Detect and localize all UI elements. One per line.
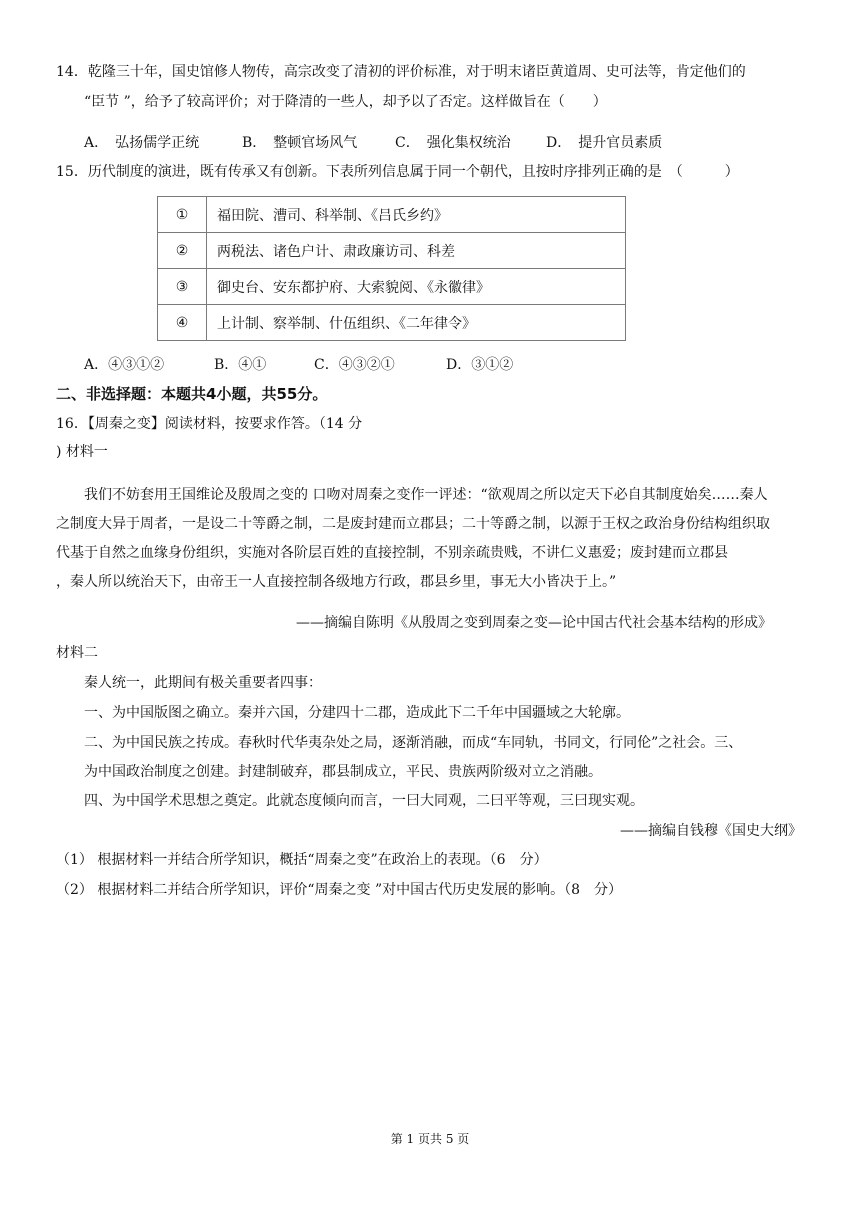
material2-label: 材料二 [56, 645, 98, 661]
table-row [158, 197, 626, 233]
material2-para-line: 四、为中国学术思想之奠定。此就态度倾向而言，一曰大同观，二曰平等观，三曰现实观。 [84, 793, 644, 809]
material1-label: ) 材料一 [56, 444, 108, 460]
section2-title: 二、非选择题：本题共4小题，共55分。 [56, 385, 328, 403]
material1-para-line: 代基于自然之血缘身份组织，实施对各阶层百姓的直接控制，不别亲疏贵贱，不讲仁义惠爱；废封建而立郡县 [56, 545, 728, 561]
q15-table [157, 196, 626, 341]
table-cell-text: 福田院、漕司、科举制、《吕氏乡约》 [207, 197, 626, 233]
material1-para-line: ，秦人所以统治天下，由帝王一人直接控制各级地方行政，郡县乡里，事无大小皆决于上。” [56, 574, 617, 590]
table-cell-number: ③ [158, 269, 207, 305]
material2-source: ——摘编自钱穆《国史大纲》 [620, 823, 802, 839]
q15-stem: 15．历代制度的演进，既有传承又有创新。下表所列信息属于同一个朝代，且按时序排列正确的是 （ ） [56, 164, 739, 180]
table-cell-text: 两税法、诸色户计、肃政廉访司、科差 [207, 233, 626, 269]
material2-para-line: 二、为中国民族之抟成。春秋时代华夷杂处之局，逐渐消融，而成“车同轨，书同文，行同伦”之社会。三、 [84, 735, 743, 751]
q16-subquestion-1: （1） 根据材料一并结合所学知识，概括“周秦之变”在政治上的表现。（6 分） [56, 852, 548, 868]
material1-source: ——摘编自陈明《从殷周之变到周秦之变—论中国古代社会基本结构的形成》 [296, 615, 772, 631]
material2-para-line: 为中国政治制度之创建。封建制破弃，郡县制成立，平民、贵族两阶级对立之消融。 [84, 764, 602, 780]
material1-para-line: 之制度大异于周者，一是设二十等爵之制，二是废封建而立郡县；二十等爵之制，以源于王权之政治身份结构组织取 [56, 516, 770, 532]
q15-option-a: A．④③①② [84, 357, 165, 373]
material2-para-line: 一、为中国版图之确立。秦并六国，分建四十二郡，造成此下二千年中国疆域之大轮廓。 [84, 705, 630, 721]
table-row [158, 233, 626, 269]
q15-option-b: B．④① [214, 357, 267, 373]
table-row [158, 305, 626, 341]
q16-subquestion-2: （2） 根据材料二并结合所学知识，评价“周秦之变 ”对中国古代历史发展的影响。（8 分） [56, 882, 623, 898]
material1-para-line: 我们不妨套用王国维论及殷周之变的 口吻对周秦之变作一评述：“欲观周之所以定天下必自其制度始矣……秦人 [84, 487, 768, 503]
q14-option-a: A． 弘扬儒学正统 [84, 135, 200, 151]
table-cell-number: ① [158, 197, 207, 233]
page-footer: 第 1 页共 5 页 [390, 1132, 470, 1146]
q16-stem: 16．【周秦之变】阅读材料，按要求作答。（14 分 [56, 416, 363, 432]
table-cell-text: 上计制、察举制、什伍组织、《二年律令》 [207, 305, 626, 341]
q14-option-b: B． 整顿官场风气 [242, 135, 358, 151]
q14-stem-line1: 14．乾隆三十年，国史馆修人物传，高宗改变了清初的评价标准，对于明末诸臣黄道周、史可法等，肯定他们的 [56, 64, 746, 80]
q14-stem-line2: “臣节 ”，给予了较高评价；对于降清的一些人，却予以了否定。这样做旨在（ ） [84, 94, 607, 110]
q15-option-c: C．④③②① [314, 357, 395, 373]
q14-option-d: D． 提升官员素质 [546, 135, 663, 151]
table-row [158, 269, 626, 305]
table-cell-text: 御史台、安东都护府、大索貌阅、《永徽律》 [207, 269, 626, 305]
material2-para-line: 秦人统一，此期间有极关重要者四事： [84, 675, 322, 691]
table-cell-number: ② [158, 233, 207, 269]
q14-option-c: C． 强化集权统治 [395, 135, 511, 151]
q15-option-d: D．③①② [446, 357, 514, 373]
table-cell-number: ④ [158, 305, 207, 341]
